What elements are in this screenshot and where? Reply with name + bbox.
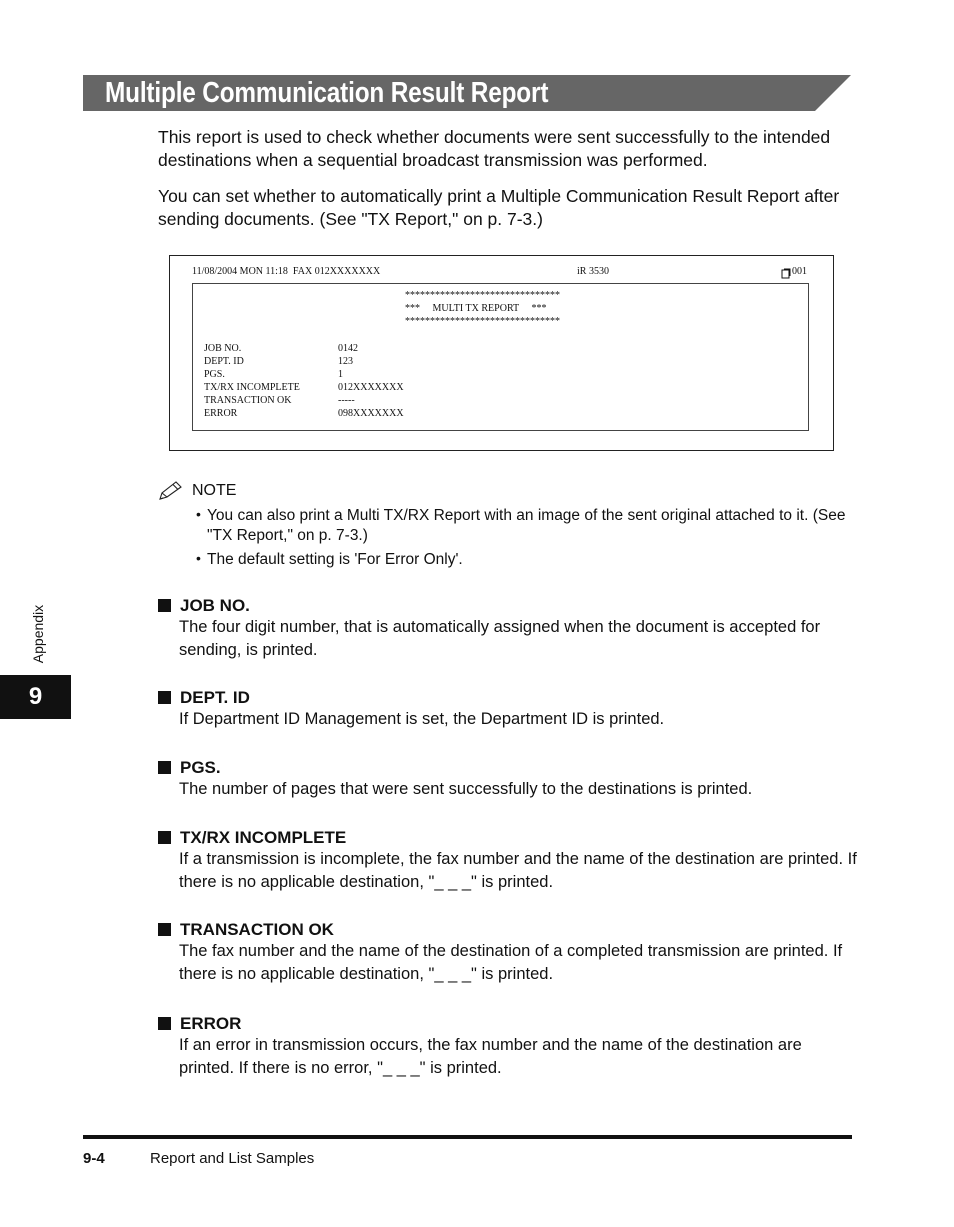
section-body: If an error in transmission occurs, the fax number and the name of the destination are printed. If there is no error, "_ _ _" is printed. bbox=[179, 1036, 802, 1077]
section-transaction-ok bbox=[158, 920, 859, 986]
report-field-label: ERROR bbox=[204, 408, 238, 419]
section-body: If a transmission is incomplete, the fax number and the name of the destination are printed. If there is no applicable destination, "_ _ _" is printed. bbox=[179, 850, 857, 891]
section-heading: TX/RX INCOMPLETE bbox=[180, 828, 347, 847]
bullet-icon: • bbox=[196, 550, 201, 566]
report-sample bbox=[169, 255, 834, 451]
section-body: The number of pages that were sent successfully to the destinations is printed. bbox=[179, 780, 753, 798]
section-body: The fax number and the name of the destination of a completed transmission are printed. If there is no applicable destination, "_ _ _" is printed. bbox=[179, 942, 843, 983]
square-bullet-icon bbox=[158, 831, 171, 844]
section-heading: TRANSACTION OK bbox=[180, 920, 334, 939]
bullet-icon: • bbox=[196, 506, 201, 522]
report-field-label: DEPT. ID bbox=[204, 356, 244, 367]
report-banner: *** MULTI TX REPORT *** bbox=[405, 303, 547, 314]
note-label: NOTE bbox=[192, 482, 237, 499]
title-banner bbox=[83, 75, 851, 111]
footer-section-title: Report and List Samples bbox=[150, 1150, 315, 1167]
note-item bbox=[196, 506, 857, 546]
intro-paragraph-1: This report is used to check whether documents were sent successfully to the intended destinations when a sequential broadcast transmission was performed. bbox=[158, 127, 831, 170]
section-heading: JOB NO. bbox=[180, 596, 250, 615]
report-field-value: 0142 bbox=[338, 343, 358, 354]
report-stars-top: ******************************* bbox=[405, 290, 560, 301]
square-bullet-icon bbox=[158, 599, 171, 612]
report-field-label: JOB NO. bbox=[204, 343, 242, 354]
section-heading: DEPT. ID bbox=[180, 688, 250, 707]
section-body: The four digit number, that is automatically assigned when the document is accepted for sending, is printed. bbox=[179, 618, 821, 659]
section-job-no bbox=[158, 596, 859, 662]
section-dept-id bbox=[158, 688, 859, 731]
intro-paragraph-2: You can set whether to automatically print a Multiple Communication Result Report after sending documents. (See "TX Report," on p. 7-3.) bbox=[158, 186, 840, 229]
report-header-model: iR 3530 bbox=[577, 266, 609, 277]
report-stars-bottom: ******************************* bbox=[405, 316, 560, 327]
report-body bbox=[192, 283, 809, 431]
square-bullet-icon bbox=[158, 691, 171, 704]
report-field-value: 012XXXXXXX bbox=[338, 382, 404, 393]
section-pgs bbox=[158, 758, 859, 801]
pencil-icon bbox=[157, 480, 185, 507]
footer-rule bbox=[83, 1135, 852, 1139]
square-bullet-icon bbox=[158, 761, 171, 774]
square-bullet-icon bbox=[158, 1017, 171, 1030]
section-heading: PGS. bbox=[180, 758, 221, 777]
report-field-value: ----- bbox=[338, 395, 355, 406]
report-header-left: 11/08/2004 MON 11:18 FAX 012XXXXXXX bbox=[192, 266, 381, 277]
report-field-value: 123 bbox=[338, 356, 353, 367]
report-field-value: 1 bbox=[338, 369, 343, 380]
square-bullet-icon bbox=[158, 923, 171, 936]
note-item-text: You can also print a Multi TX/RX Report with an image of the sent original attached to it. (See "TX Report," on p. 7-3.) bbox=[207, 507, 846, 544]
note-item-text: The default setting is 'For Error Only'. bbox=[207, 551, 463, 568]
report-field-value: 098XXXXXXX bbox=[338, 408, 404, 419]
report-header-right: 001 bbox=[792, 266, 807, 277]
report-field-label: TRANSACTION OK bbox=[204, 395, 292, 406]
page-title: Multiple Communication Result Report bbox=[105, 77, 549, 109]
page-count-icon bbox=[781, 266, 791, 284]
section-error bbox=[158, 1014, 859, 1080]
section-tx-rx-incomplete bbox=[158, 828, 859, 894]
side-tab-text: Appendix bbox=[30, 604, 46, 664]
report-field-label: TX/RX INCOMPLETE bbox=[204, 382, 300, 393]
note-item bbox=[196, 550, 857, 570]
chapter-tab: 9 bbox=[0, 675, 71, 719]
section-heading: ERROR bbox=[180, 1014, 242, 1033]
section-body: If Department ID Management is set, the Department ID is printed. bbox=[179, 710, 665, 728]
report-field-label: PGS. bbox=[204, 369, 225, 380]
side-tab-label bbox=[22, 598, 52, 674]
page-number: 9-4 bbox=[83, 1150, 105, 1167]
